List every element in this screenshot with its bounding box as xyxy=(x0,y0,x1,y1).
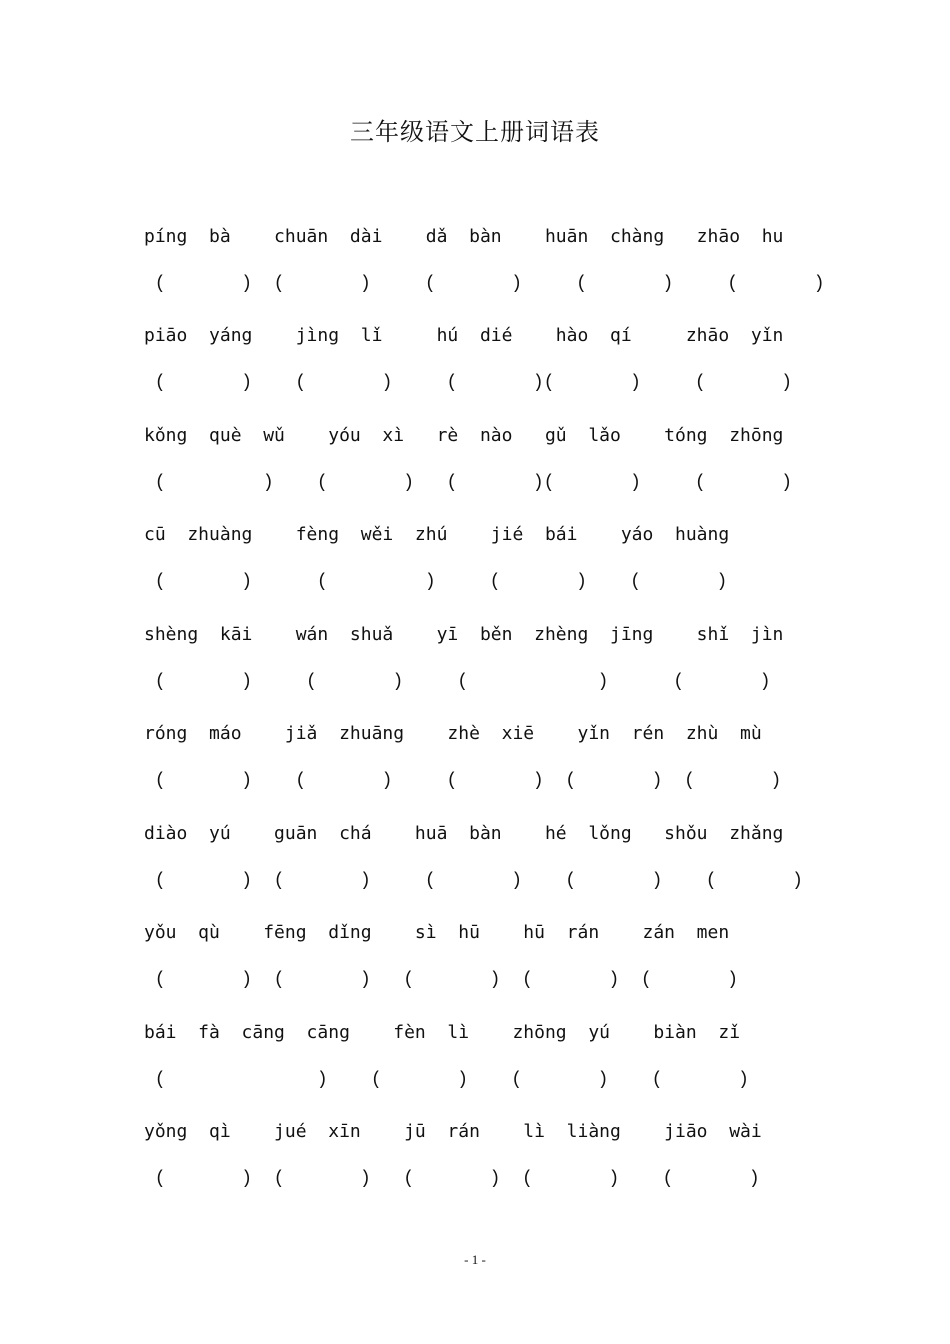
vocab-row-8 xyxy=(0,922,950,1022)
pinyin-line: bái fà cāng cāng fèn lì zhōng yú biàn zǐ xyxy=(144,1022,741,1043)
vocab-row-7 xyxy=(0,823,950,923)
vocab-row-4 xyxy=(0,524,950,624)
answer-blanks: ( ) ( ) ( ) ( ) ( ) xyxy=(144,274,825,294)
pinyin-line: cū zhuàng fèng wěi zhú jié bái yáo huàng xyxy=(144,524,730,545)
vocab-row-2 xyxy=(0,325,950,425)
answer-blanks: ( ) ( ) ( ) ( ) ( ) xyxy=(144,871,803,891)
pinyin-line: shèng kāi wán shuǎ yī běn zhèng jīng shǐ jìn xyxy=(144,624,784,645)
vocab-row-5 xyxy=(0,624,950,724)
pinyin-line: piāo yáng jìng lǐ hú dié hào qí zhāo yǐn xyxy=(144,325,784,346)
vocab-row-10 xyxy=(0,1121,950,1221)
pinyin-line: róng máo jiǎ zhuāng zhè xiē yǐn rén zhù mù xyxy=(144,723,762,744)
page-title: 三年级语文上册词语表 xyxy=(350,118,600,146)
answer-blanks: ( ) ( ) ( ) ( ) ( ) xyxy=(144,771,782,791)
vocab-row-6 xyxy=(0,723,950,823)
answer-blanks: ( ) ( ) ( )( ) ( ) xyxy=(144,373,793,393)
answer-blanks: ( ) ( ) ( ) ( ) xyxy=(144,1070,749,1090)
vocab-row-1 xyxy=(0,226,950,326)
answer-blanks: ( ) ( ) ( ) ( ) xyxy=(144,672,771,692)
vocab-row-3 xyxy=(0,425,950,525)
answer-blanks: ( ) ( ) ( ) ( ) ( ) xyxy=(144,1169,760,1189)
page-number: - 1 - xyxy=(464,1252,486,1267)
pinyin-line: píng bà chuān dài dǎ bàn huān chàng zhāo hu xyxy=(144,226,784,247)
answer-blanks: ( ) ( ) ( ) ( ) xyxy=(144,572,728,592)
vocab-row-9 xyxy=(0,1022,950,1122)
answer-blanks: ( ) ( ) ( ) ( ) ( ) xyxy=(144,970,739,990)
pinyin-line: diào yú guān chá huā bàn hé lǒng shǒu zhǎng xyxy=(144,823,784,844)
answer-blanks: ( ) ( ) ( )( ) ( ) xyxy=(144,473,793,493)
pinyin-line: yǒng qì jué xīn jū rán lì liàng jiāo wài xyxy=(144,1121,762,1142)
pinyin-line: kǒng què wǔ yóu xì rè nào gǔ lǎo tóng zhōng xyxy=(144,425,784,446)
pinyin-line: yǒu qù fēng dǐng sì hū hū rán zán men xyxy=(144,922,730,943)
